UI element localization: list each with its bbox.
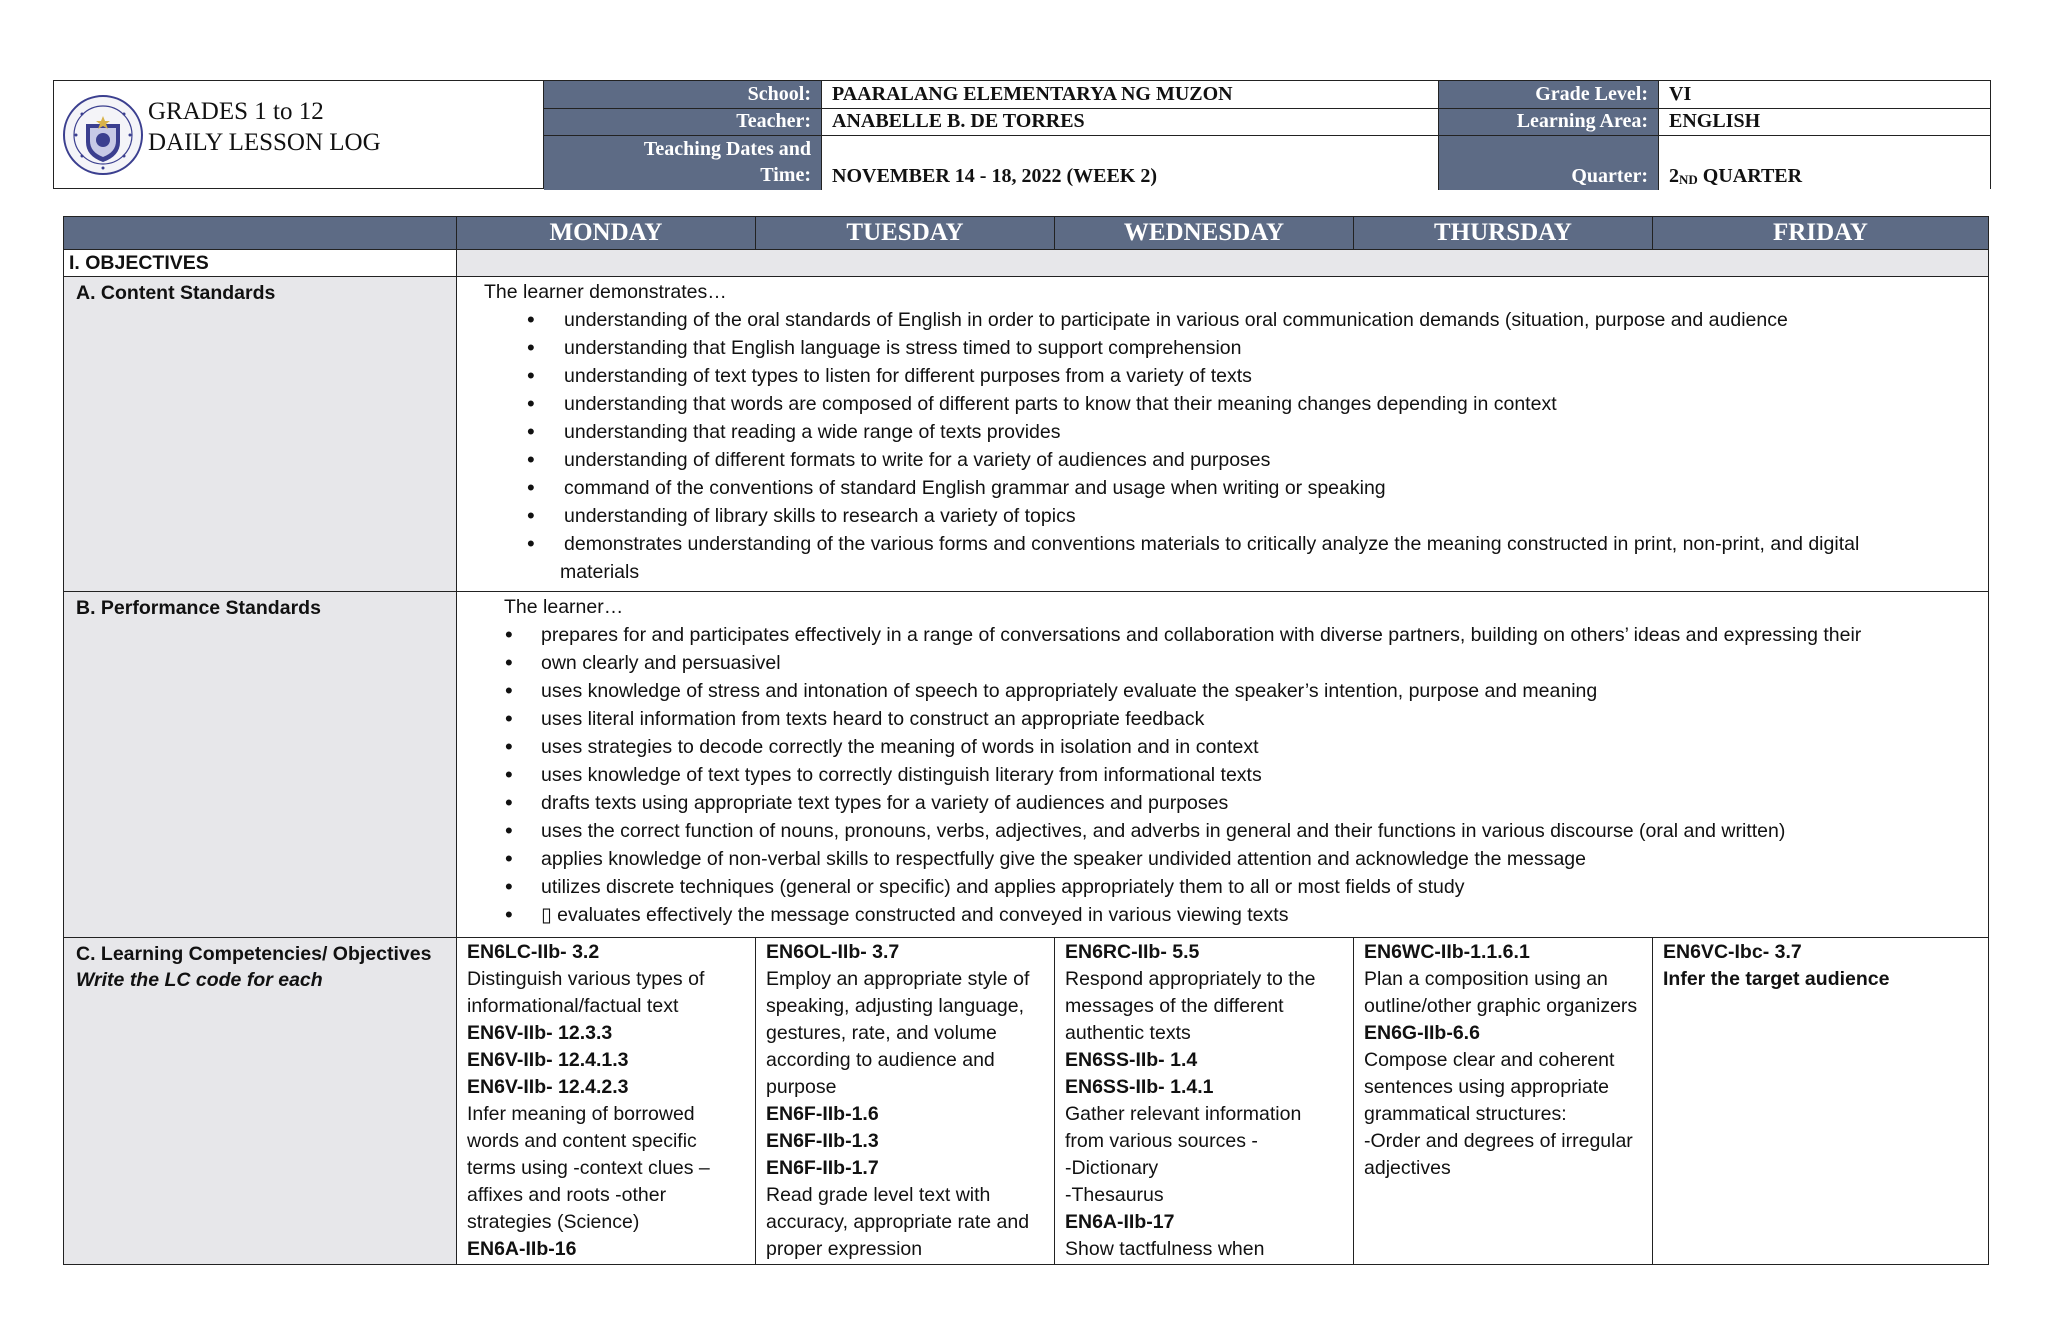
list-item: • understanding that words are composed of different parts to know that their meaning changes depending in context — [457, 390, 1988, 418]
day-header-wednesday: WEDNESDAY — [1055, 217, 1354, 250]
title-line-2: DAILY LESSON LOG — [148, 128, 381, 156]
performance-standards-row — [64, 592, 1989, 938]
lc-code: Infer the target audience — [1663, 968, 1890, 990]
learning-competencies-title: C. Learning Competencies/ Objectives — [76, 943, 432, 965]
lc-text: Read grade level text with accuracy, appropriate rate and proper expression — [766, 1184, 1030, 1260]
lc-tuesday — [756, 938, 1055, 1265]
list-item: • applies knowledge of non-verbal skills to respectfully give the speaker undivided attention and acknowledge the message — [457, 845, 1988, 873]
content-standards-body — [457, 277, 1989, 592]
list-item: • prepares for and participates effectively in a range of conversations and collaboration with diverse partners, building on others’ ideas and expressing their — [457, 621, 1988, 649]
lc-text: Plan a composition using an outline/other graphic organizers — [1364, 968, 1638, 1017]
day-header-thursday: THURSDAY — [1354, 217, 1653, 250]
content-standards-row — [64, 277, 1989, 592]
lc-code: EN6F-IIb-1.6 — [766, 1103, 879, 1125]
list-item — [457, 530, 1988, 586]
performance-standards-body — [457, 592, 1989, 938]
quarter-label: Quarter: — [1439, 136, 1659, 190]
lc-text: -Thesaurus — [1065, 1184, 1164, 1206]
objectives-section-label: I. OBJECTIVES — [64, 250, 457, 277]
lc-text: Employ an appropriate style of speaking, adjusting language, gestures, rate, and volume according to audience and purpose — [766, 968, 1030, 1098]
grade-level-value: VI — [1659, 81, 1990, 109]
quarter-number: 2 — [1669, 165, 1679, 187]
lc-code: EN6LC-IIb- 3.2 — [467, 941, 600, 963]
learning-competencies-row — [64, 938, 1989, 1265]
content-standards-list — [457, 306, 1988, 586]
lc-text: -Order and degrees of irregular adjectives — [1364, 1130, 1633, 1179]
performance-standards-intro: The learner… — [504, 596, 624, 618]
school-label: School: — [544, 81, 822, 109]
lc-wednesday — [1055, 938, 1354, 1265]
list-item: • uses literal information from texts heard to construct an appropriate feedback — [457, 705, 1988, 733]
lc-text: Respond appropriately to the messages of the different authentic texts — [1065, 968, 1316, 1044]
lc-code: EN6RC-IIb- 5.5 — [1065, 941, 1200, 963]
day-header-corner — [64, 217, 457, 250]
log-title — [148, 96, 381, 158]
lc-code: EN6F-IIb-1.7 — [766, 1157, 879, 1179]
list-item: • uses strategies to decode correctly the meaning of words in isolation and in context — [457, 733, 1988, 761]
list-item: • command of the conventions of standard English grammar and usage when writing or speaking — [457, 474, 1988, 502]
learning-competencies-label — [64, 938, 457, 1265]
list-item: • understanding of the oral standards of English in order to participate in various oral communication demands (situation, purpose and audience — [457, 306, 1988, 334]
teacher-value: ANABELLE B. DE TORRES — [822, 109, 1439, 136]
day-header-monday: MONDAY — [457, 217, 756, 250]
lc-monday — [457, 938, 756, 1265]
content-standards-intro: The learner demonstrates… — [484, 281, 727, 303]
day-header-friday: FRIDAY — [1653, 217, 1989, 250]
lc-code: EN6F-IIb-1.3 — [766, 1130, 879, 1152]
lc-text: Show tactfulness when — [1065, 1238, 1265, 1260]
objectives-section-fill — [457, 250, 1989, 277]
lc-code: EN6G-IIb-6.6 — [1364, 1022, 1480, 1044]
list-item: • uses knowledge of text types to correctly distinguish literary from informational texts — [457, 761, 1988, 789]
list-item: • uses knowledge of stress and intonation of speech to appropriately evaluate the speaker’s intention, purpose and meaning — [457, 677, 1988, 705]
lc-text: Infer meaning of borrowed words and content specific terms using -context clues – affixes and roots -other strategies (Science) — [467, 1103, 710, 1233]
lc-code: EN6A-IIb-17 — [1065, 1211, 1175, 1233]
list-item: • understanding that reading a wide range of texts provides — [457, 418, 1988, 446]
lesson-log-header — [53, 80, 1991, 189]
teaching-dates-value: NOVEMBER 14 - 18, 2022 (WEEK 2) — [822, 136, 1439, 190]
title-line-1: GRADES 1 to 12 — [148, 97, 324, 125]
lc-code: EN6A-IIb-16 — [467, 1238, 577, 1260]
teaching-dates-label — [544, 136, 822, 190]
list-item: • ▯ evaluates effectively the message constructed and conveyed in various viewing texts — [457, 901, 1988, 929]
objectives-section-row — [64, 250, 1989, 277]
lc-text: Compose clear and coherent sentences using appropriate grammatical structures: — [1364, 1049, 1615, 1125]
lc-friday — [1653, 938, 1989, 1265]
quarter-ordinal: ND — [1679, 172, 1698, 187]
list-item: • understanding of different formats to write for a variety of audiences and purposes — [457, 446, 1988, 474]
quarter-value — [1659, 136, 1990, 190]
list-item: • utilizes discrete techniques (general or specific) and applies appropriately them to all or most fields of study — [457, 873, 1988, 901]
performance-standards-label: B. Performance Standards — [64, 592, 457, 938]
lesson-log-table — [63, 216, 1989, 1265]
list-item: • understanding of text types to listen for different purposes from a variety of texts — [457, 362, 1988, 390]
day-header-tuesday: TUESDAY — [756, 217, 1055, 250]
lc-text: Distinguish various types of informational/factual text — [467, 968, 705, 1017]
quarter-text: QUARTER — [1697, 165, 1803, 187]
lc-thursday — [1354, 938, 1653, 1265]
deped-seal-icon — [62, 94, 144, 176]
learning-area-label: Learning Area: — [1439, 109, 1659, 136]
lc-code: EN6WC-IIb-1.1.6.1 — [1364, 941, 1530, 963]
content-standards-label: A. Content Standards — [64, 277, 457, 592]
teacher-label: Teacher: — [544, 109, 822, 136]
lc-code: EN6OL-IIb- 3.7 — [766, 941, 900, 963]
list-item: • drafts texts using appropriate text types for a variety of audiences and purposes — [457, 789, 1988, 817]
grade-level-label: Grade Level: — [1439, 81, 1659, 109]
teaching-dates-label-line2: Time: — [760, 164, 811, 186]
list-item: • uses the correct function of nouns, pronouns, verbs, adjectives, and adverbs in general and their functions in various discourse (oral and written) — [457, 817, 1988, 845]
lc-text: Gather relevant information from various sources - — [1065, 1103, 1302, 1152]
header-info-grid — [544, 81, 1990, 188]
lc-code: EN6VC-Ibc- 3.7 — [1663, 941, 1802, 963]
lc-code: EN6SS-IIb- 1.4 — [1065, 1049, 1198, 1071]
list-item: • understanding of library skills to research a variety of topics — [457, 502, 1988, 530]
performance-standards-list — [457, 621, 1988, 929]
lc-code: EN6V-IIb- 12.4.1.3 — [467, 1049, 629, 1071]
lc-text: -Dictionary — [1065, 1157, 1159, 1179]
lc-code: EN6SS-IIb- 1.4.1 — [1065, 1076, 1214, 1098]
learning-area-value: ENGLISH — [1659, 109, 1990, 136]
log-title-block — [54, 81, 544, 188]
list-item: • understanding that English language is stress timed to support comprehension — [457, 334, 1988, 362]
school-value: PAARALANG ELEMENTARYA NG MUZON — [822, 81, 1439, 109]
lc-code: EN6V-IIb- 12.4.2.3 — [467, 1076, 629, 1098]
lc-code: EN6V-IIb- 12.3.3 — [467, 1022, 613, 1044]
learning-competencies-subtitle: Write the LC code for each — [76, 969, 323, 991]
teaching-dates-label-line1: Teaching Dates and — [643, 138, 811, 160]
list-item-continuation: materials — [560, 561, 640, 583]
day-header-row — [64, 217, 1989, 250]
list-item: • own clearly and persuasivel — [457, 649, 1988, 677]
list-item-text: demonstrates understanding of the various forms and conventions materials to critically analyze the meaning constructed in print, non-print, and digital — [564, 533, 1860, 555]
